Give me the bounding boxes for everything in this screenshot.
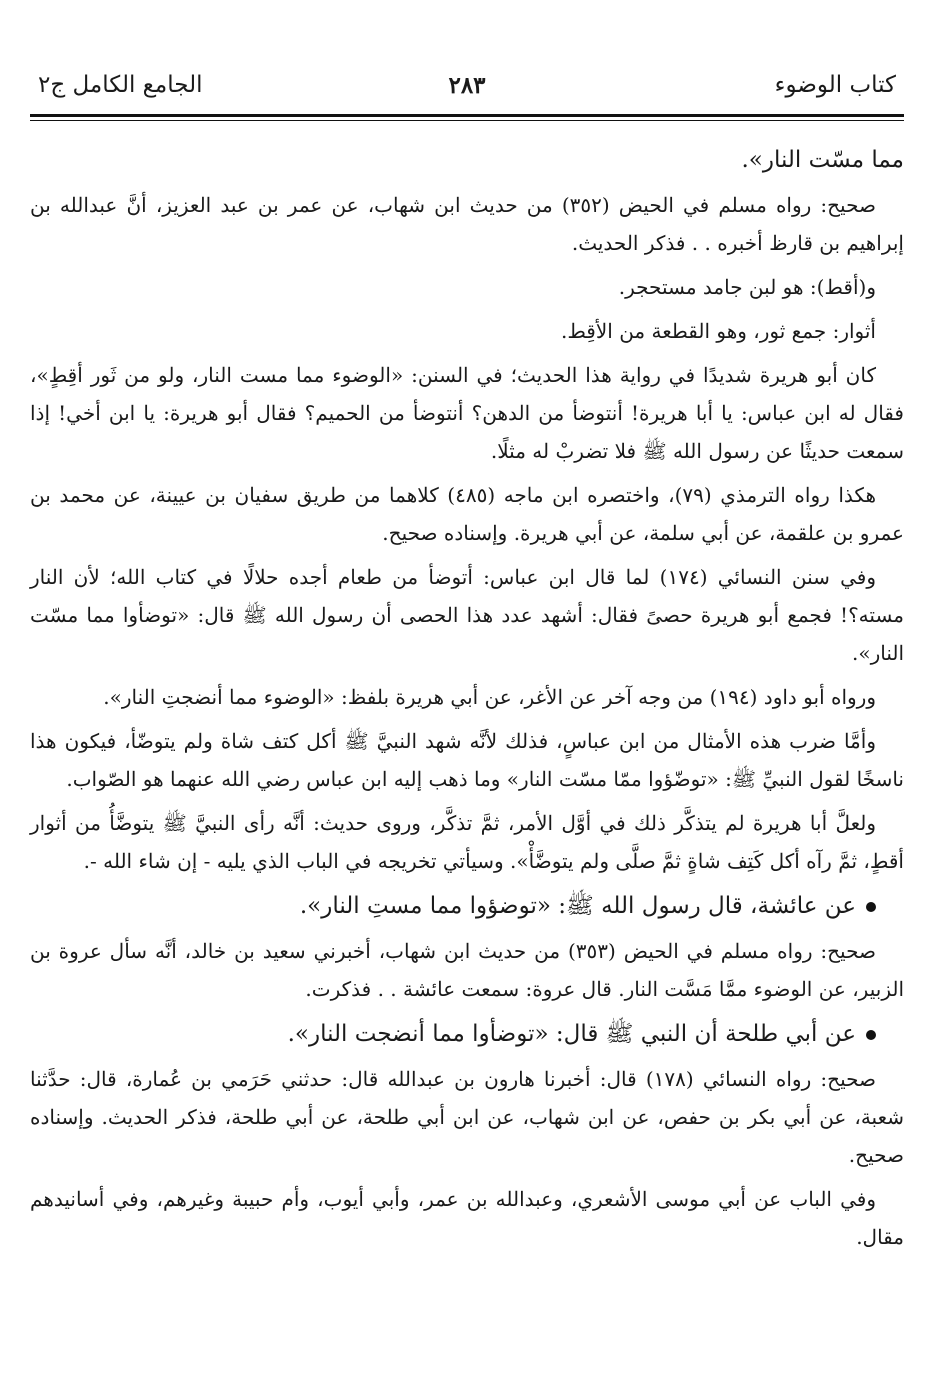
- takhrij-paragraph: هكذا رواه الترمذي (٧٩)، واختصره ابن ماجه (٤٨٥) كلاهما من طريق سفيان بن عيينة، عن محمد بن عمرو بن علقمة، عن أبي سلمة، عن أبي هريرة. وإسناده صحيح.: [30, 483, 904, 545]
- commentary-paragraph: ولعلَّ أبا هريرة لم يتذكَّر ذلك في أوَّل الأمر، ثمَّ تذكَّر، وروى حديث: أنَّه رأى النبيَّ ﷺ يتوضَّأُ من أثوار أقطٍ، ثمَّ رآه أكل كَتِف شاةٍ ثمَّ صلَّى ولم يتوضَّأْ». وسيأتي تخريجه في الباب الذي يليه - إن شاء الله -.: [30, 811, 904, 873]
- commentary-paragraph: وأمَّا ضرب هذه الأمثال من ابن عباسٍ، فذلك لأنَّه شهد النبيَّ ﷺ أكل كتف شاة ولم يتوضّأ، فيكون هذا ناسخًا لقول النبيِّ ﷺ: «توضّؤوا ممّا مسّت النار» وما ذهب إليه ابن عباس رضي الله عنهما هو الصّواب.: [30, 729, 904, 791]
- book-title: كتاب الوضوء: [774, 72, 896, 98]
- hadith-aisha: [30, 886, 904, 926]
- page-number: ٢٨٣: [448, 72, 486, 99]
- commentary-paragraph: كان أبو هريرة شديدًا في رواية هذا الحديث؛ في السنن: «الوضوء مما مست النار، ولو من ثَور أقِطٍ»، فقال له ابن عباس: يا أبا هريرة! أنتوضأ من الدهن؟ أنتوضأ من الحميم؟ فقال أبو هريرة: يا ابن أخي! إذا سمعت حديثًا عن رسول الله ﷺ فلا تضربْ له مثلًا.: [30, 363, 904, 463]
- definition-athwar: أثوار: جمع ثور، وهو القطعة من الأقِط.: [560, 319, 876, 343]
- bullet-icon: [866, 1030, 876, 1040]
- hadith-text: عن عائشة، قال رسول الله ﷺ: «توضؤوا مما مستِ النار».: [299, 893, 856, 919]
- bullet-icon: [866, 902, 876, 912]
- takhrij-paragraph: ورواه أبو داود (١٩٤) من وجه آخر عن الأغر، عن أبي هريرة بلفظ: «الوضوء مما أنضجتِ النار».: [103, 685, 876, 709]
- definition-aqt: و(أقط): هو لبن جامد مستحجر.: [618, 275, 876, 299]
- volume-title: الجامع الكامل ج٢: [38, 72, 203, 98]
- takhrij-paragraph: صحيح: رواه النسائي (١٧٨) قال: أخبرنا هارون بن عبدالله قال: حدثني حَرَمي بن عُمارة، قال: حدَّثنا شعبة، عن أبي بكر بن حفص، عن ابن شهاب، عن ابن أبي طلحة، عن أبي طلحة، فذكر الحديث. وإسناده صحيح.: [30, 1067, 904, 1167]
- hadith-abu-talha: [30, 1014, 904, 1054]
- header-rule-thick: [30, 114, 904, 117]
- commentary-paragraph: وفي سنن النسائي (١٧٤) لما قال ابن عباس: أتوضأ من طعام أجده حلالًا في كتاب الله؛ لأن النار مسته؟! فجمع أبو هريرة حصىً فقال: أشهد عدد هذا الحصى أن رسول الله ﷺ قال: «توضأوا مما مسّت النار».: [30, 565, 904, 665]
- page-header: [30, 50, 904, 108]
- hadith-text: عن أبي طلحة أن النبي ﷺ قال: «توضأوا مما أنضجت النار».: [287, 1021, 856, 1047]
- hadith-ending: مما مسّت النار».: [741, 147, 904, 173]
- header-rule-thin: [30, 120, 904, 121]
- body-text: [30, 140, 904, 1262]
- page: [30, 50, 904, 1350]
- takhrij-paragraph: صحيح: رواه مسلم في الحيض (٣٥٢) من حديث ابن شهاب، عن عمر بن عبد العزيز، أنَّ عبدالله بن إبراهيم بن قارظ أخبره . . فذكر الحديث.: [30, 193, 904, 255]
- takhrij-paragraph: صحيح: رواه مسلم في الحيض (٣٥٣) من حديث ابن شهاب، أخبرني سعيد بن خالد، أنَّه سأل عروة بن الزبير، عن الوضوء ممَّا مَسَّت النار. قال عروة: سمعت عائشة . . فذكرت.: [30, 939, 904, 1001]
- chapter-note: وفي الباب عن أبي موسى الأشعري، وعبدالله بن عمر، وأبي أيوب، وأم حبيبة وغيرهم، وفي أسانيدهم مقال.: [30, 1187, 904, 1249]
